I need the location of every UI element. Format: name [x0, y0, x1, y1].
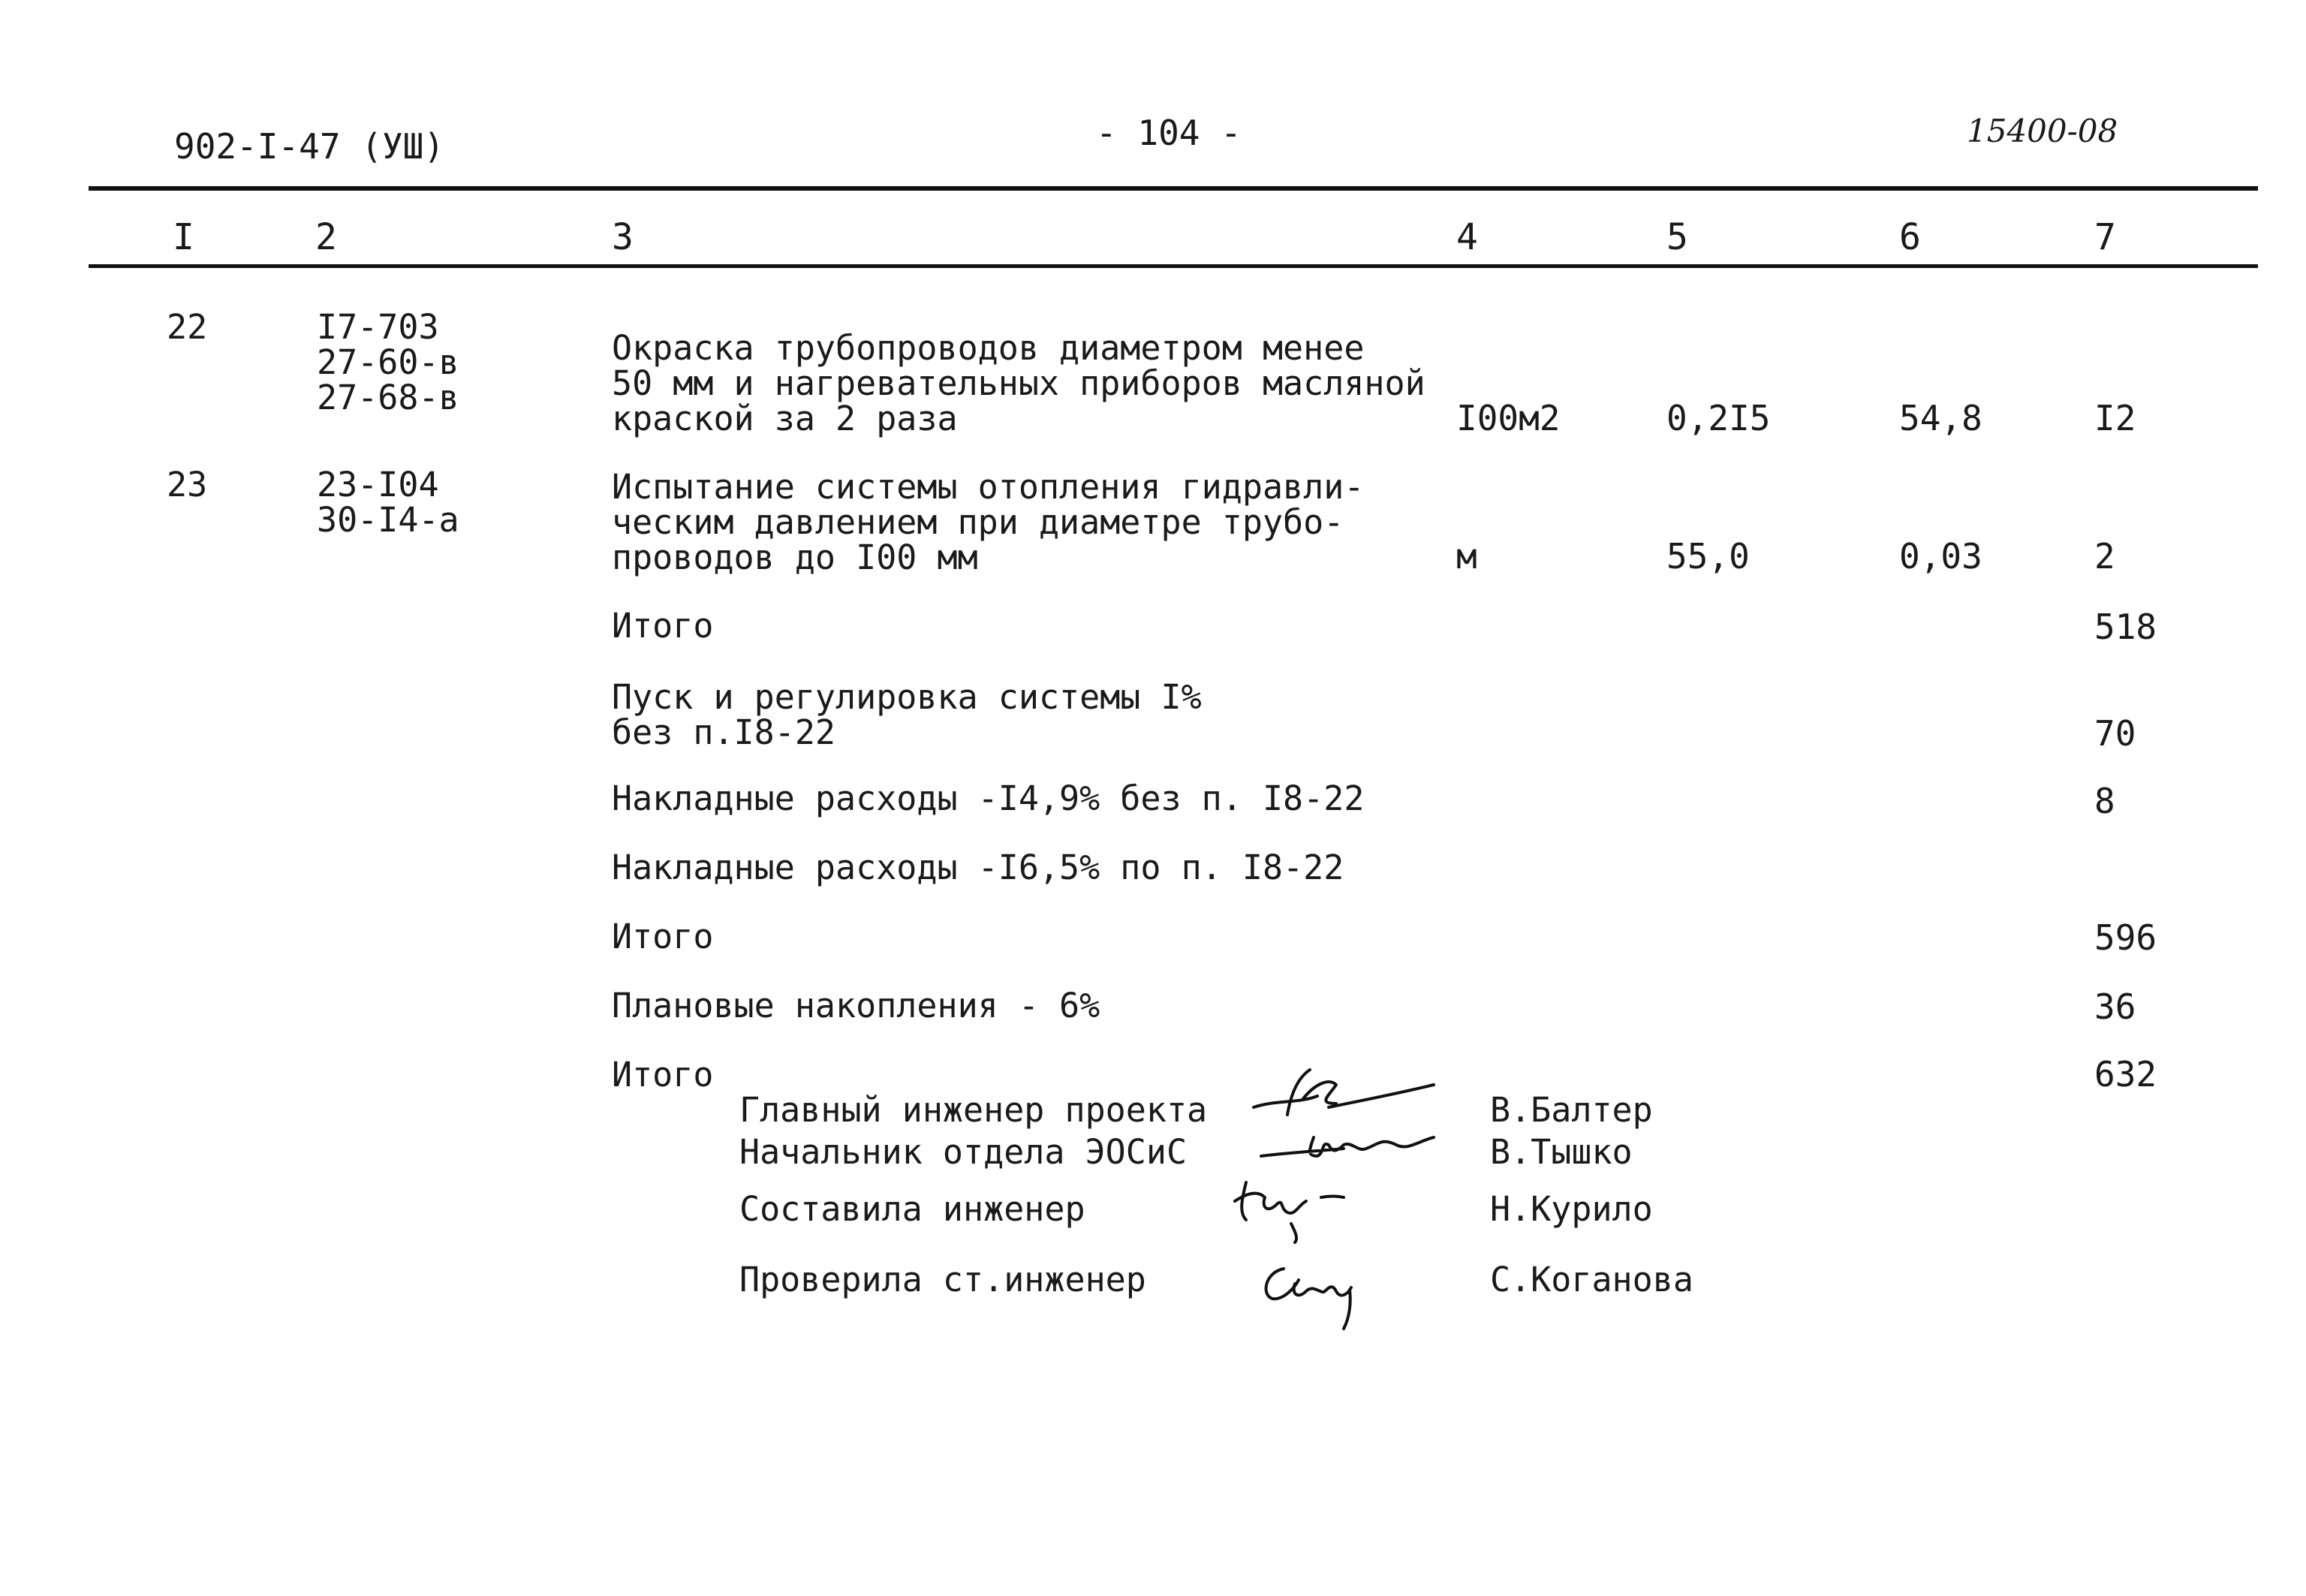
subtotal-value: 518	[2094, 607, 2157, 647]
column-number-2: 2	[315, 216, 337, 258]
signatory-name: В.Балтер	[1490, 1090, 1653, 1130]
column-number-6: 6	[1899, 216, 1921, 258]
unit-price: 54,8	[1899, 398, 1982, 438]
sheet-code: 15400-08	[1967, 113, 2118, 149]
work-description: проводов до I00 мм	[612, 538, 978, 577]
signatory-name: Н.Курило	[1490, 1189, 1653, 1229]
work-description: Окраска трубопроводов диаметром менее	[612, 328, 1365, 368]
norm-code: 23-I04	[317, 465, 439, 504]
total-cost: I2	[2094, 398, 2136, 438]
overhead-label: Накладные расходы -I6,5% по п. I8-22	[612, 848, 1344, 887]
row-number: 22	[167, 307, 208, 347]
header-top-rule	[89, 186, 2258, 191]
document-code: 902-I-47 (УШ)	[174, 126, 445, 167]
norm-code: 27-60-в	[317, 342, 459, 382]
planned-savings-value: 36	[2094, 986, 2136, 1027]
overhead-value: 8	[2094, 781, 2115, 821]
column-number-4: 4	[1456, 216, 1478, 258]
grand-total-value: 632	[2094, 1054, 2157, 1095]
quantity: 0,2I5	[1666, 398, 1771, 438]
norm-code: 27-68-в	[317, 378, 459, 417]
signatory-role: Составила инженер	[739, 1189, 1085, 1229]
planned-savings-label: Плановые накопления - 6%	[612, 986, 1100, 1025]
unit: I00м2	[1456, 398, 1561, 438]
column-number-7: 7	[2094, 216, 2116, 258]
total-cost: 2	[2094, 536, 2115, 577]
startup-value: 70	[2094, 713, 2136, 754]
unit: м	[1456, 536, 1477, 577]
quantity: 55,0	[1666, 536, 1750, 577]
norm-code: I7-703	[317, 307, 439, 347]
signature-engineer	[1224, 1167, 1351, 1250]
work-description: Испытание системы отопления гидравли-	[612, 467, 1365, 507]
header-bottom-rule	[89, 264, 2258, 268]
subtotal-value: 596	[2094, 917, 2157, 958]
startup-label-line2: без п.I8-22	[612, 712, 836, 752]
grand-total-label: Итого	[612, 1055, 714, 1095]
signatory-name: С.Коганова	[1490, 1260, 1693, 1299]
overhead-label: Накладные расходы -I4,9% без п. I8-22	[612, 778, 1365, 818]
column-number-1: I	[173, 216, 194, 258]
signatory-name: В.Тышко	[1490, 1132, 1633, 1172]
startup-label: Пуск и регулировка системы I%	[612, 677, 1202, 717]
work-description: ческим давлением при диаметре трубо-	[612, 502, 1344, 542]
row-number: 23	[167, 465, 208, 504]
page-number: - 104 -	[1096, 113, 1242, 153]
signature-chief-engineer	[1246, 1062, 1449, 1122]
signatory-role: Главный инженер проекта	[739, 1090, 1208, 1130]
work-description: краской за 2 раза	[612, 399, 958, 438]
signature-senior-engineer	[1254, 1254, 1381, 1336]
column-number-3: 3	[612, 216, 634, 258]
signatory-role: Начальник отдела ЭОСиС	[739, 1132, 1188, 1172]
unit-price: 0,03	[1899, 536, 1982, 577]
column-number-5: 5	[1666, 216, 1688, 258]
subtotal-label: Итого	[612, 917, 714, 956]
work-description: 50 мм и нагревательных приборов масляной	[612, 363, 1425, 403]
signatory-role: Проверила ст.инженер	[739, 1260, 1146, 1299]
norm-code: 30-I4-а	[317, 500, 459, 540]
subtotal-label: Итого	[612, 606, 714, 646]
